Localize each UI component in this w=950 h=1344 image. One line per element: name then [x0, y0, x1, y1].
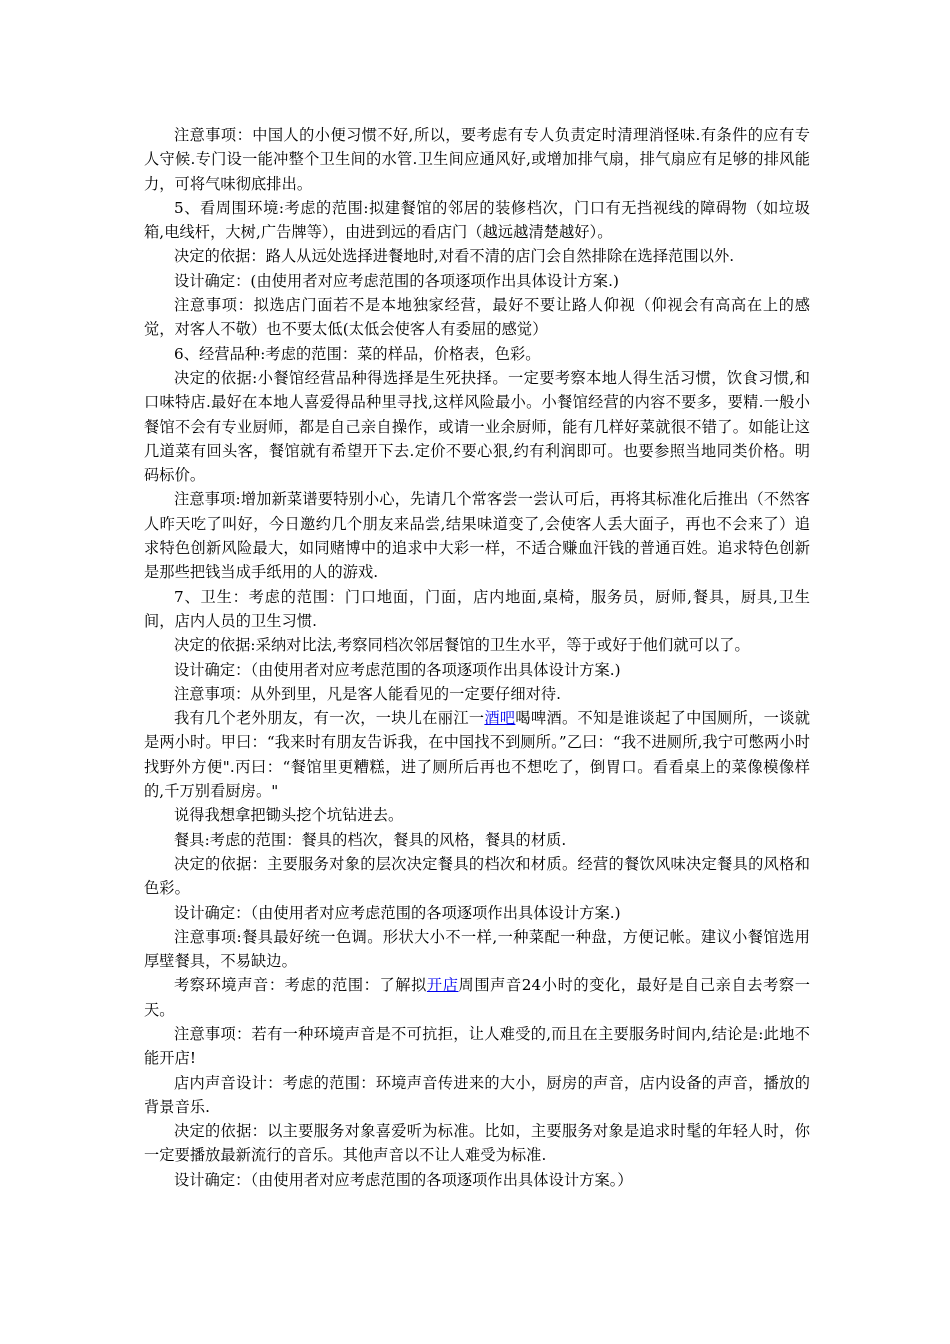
paragraph-indoor-sound-basis: 决定的依据：以主要服务对象喜爱听为标准。比如，主要服务对象是追求时髦的年轻人时，你一定要播放最新流行的音乐。其他声音以不让人难受为标准.	[144, 1122, 810, 1165]
paragraph-surroundings: 5、看周围环境:考虑的范围:拟建餐馆的邻居的装修档次，门口有无挡视线的障碍物（如垃圾箱,电线杆，大树,广告牌等），由进到远的看店门（越远越清楚越好）。	[144, 198, 810, 242]
paragraph-surroundings-design: 设计确定：(由使用者对应考虑范围的各项逐项作出具体设计方案.)	[174, 271, 620, 290]
paragraph-toilet-notes: 注意事项：中国人的小便习惯不好,所以，要考虑有专人负责定时清理消怪味.有条件的应有专人守候.专门设一能冲整个卫生间的水管.卫生间应通风好,或增加排气扇，排气扇应有足够的排风能力，可将气味彻底排出。	[144, 126, 810, 193]
paragraph-indoor-sound-design: 设计确定：（由使用者对应考虑范围的各项逐项作出具体设计方案。）	[174, 1170, 633, 1189]
paragraph-story	[144, 706, 810, 803]
paragraph-tableware: 餐具:考虑的范围：餐具的档次，餐具的风格，餐具的材质.	[174, 830, 567, 849]
document-body	[144, 123, 810, 1192]
paragraph-tableware-basis: 决定的依据：主要服务对象的层次决定餐具的档次和材质。经营的餐饮风味决定餐具的风格和色彩。	[144, 854, 810, 898]
paragraph-hygiene: 7、卫生：考虑的范围：门口地面，门面，店内地面,桌椅，服务员，厨师,餐具，厨具,卫生间，店内人员的卫生习惯.	[144, 587, 810, 630]
bar-link[interactable]: 酒吧	[484, 709, 516, 728]
paragraph-ambient-sound-notes: 注意事项：若有一种环境声音是不可抗拒，让人难受的,而且在主要服务时间内,结论是:此地不能开店!	[144, 1024, 810, 1068]
paragraph-indoor-sound: 店内声音设计：考虑的范围：环境声音传进来的大小，厨房的声音，店内设备的声音，播放的背景音乐.	[144, 1073, 810, 1116]
sound-text-before: 考察环境声音：考虑的范围：了解拟	[174, 976, 427, 995]
paragraph-hygiene-design: 设计确定：（由使用者对应考虑范围的各项逐项作出具体设计方案.)	[174, 660, 621, 679]
paragraph-ambient-sound	[144, 973, 810, 1022]
story-text-after: 喝啤酒。不知是谁谈起了中国厕所，一谈就是两小时。甲曰：“我来时有朋友告诉我，在中国找不到厕所。”乙曰：“我不进厕所,我宁可憋两小时找野外方便".丙曰：“餐馆里更糟糕，进了厕所后再也不想吃了，倒胃口。看看桌上的菜像模像样的,千万别看厨房。"	[144, 709, 811, 801]
open-store-link[interactable]: 开店	[426, 976, 459, 995]
paragraph-hygiene-basis: 决定的依据:采纳对比法,考察同档次邻居餐馆的卫生水平，等于或好于他们就可以了。	[174, 636, 750, 655]
paragraph-menu-notes: 注意事项:增加新菜谱要特别小心，先请几个常客尝一尝认可后，再将其标准化后推出（不然客人昨天吃了叫好，今日邀约几个朋友来品尝,结果味道变了,会使客人丢大面子，再也不会来了）追求特色创新风险最大，如同赌博中的追求中大彩一样，不适合赚血汗钱的普通百姓。追求特色创新是那些把钱当成手纸用的人的游戏.	[144, 490, 810, 582]
paragraph-hygiene-notes: 注意事项：从外到里，凡是客人能看见的一定要仔细对待.	[174, 684, 562, 703]
paragraph-surroundings-notes: 注意事项：拟选店门面若不是本地独家经营，最好不要让路人仰视（仰视会有高高在上的感觉，对客人不敬）也不要太低(太低会使客人有委屈的感觉）	[144, 296, 810, 339]
paragraph-menu: 6、经营品种:考虑的范围：菜的样品，价格表，色彩。	[174, 344, 541, 363]
paragraph-surroundings-basis: 决定的依据：路人从远处选择进餐地时,对看不清的店门会自然排除在选择范围以外.	[174, 247, 735, 266]
paragraph-menu-basis: 决定的依据:小餐馆经营品种得选择是生死抉择。一定要考察本地人得生活习惯，饮食习惯,和口味特店.最好在本地人喜爱得品种里寻找,这样风险最小。小餐馆经营的内容不要多，要精.一般小餐馆不会有专业厨师，都是自己亲自操作，或请一业余厨师，能有几样好菜就很不错了。如能让这几道菜有回头客，餐馆就有希望开下去.定价不要心狠,约有利润即可。也要参照当地同类价格。明码标价。	[144, 368, 810, 485]
sound-text-after: 周围声音24小时的变化，最好是自己亲自去考察一天。	[144, 976, 810, 1019]
story-text-before: 我有几个老外朋友，有一次，一块儿在丽江一	[174, 709, 485, 728]
paragraph-tableware-notes: 注意事项:餐具最好统一色调。形状大小不一样,一种菜配一种盘，方便记帐。建议小餐馆选用厚壁餐具，不易缺边。	[144, 927, 810, 971]
paragraph-story-reaction: 说得我想拿把锄头挖个坑钻进去。	[174, 806, 404, 825]
paragraph-tableware-design: 设计确定：（由使用者对应考虑范围的各项逐项作出具体设计方案.)	[174, 903, 621, 922]
